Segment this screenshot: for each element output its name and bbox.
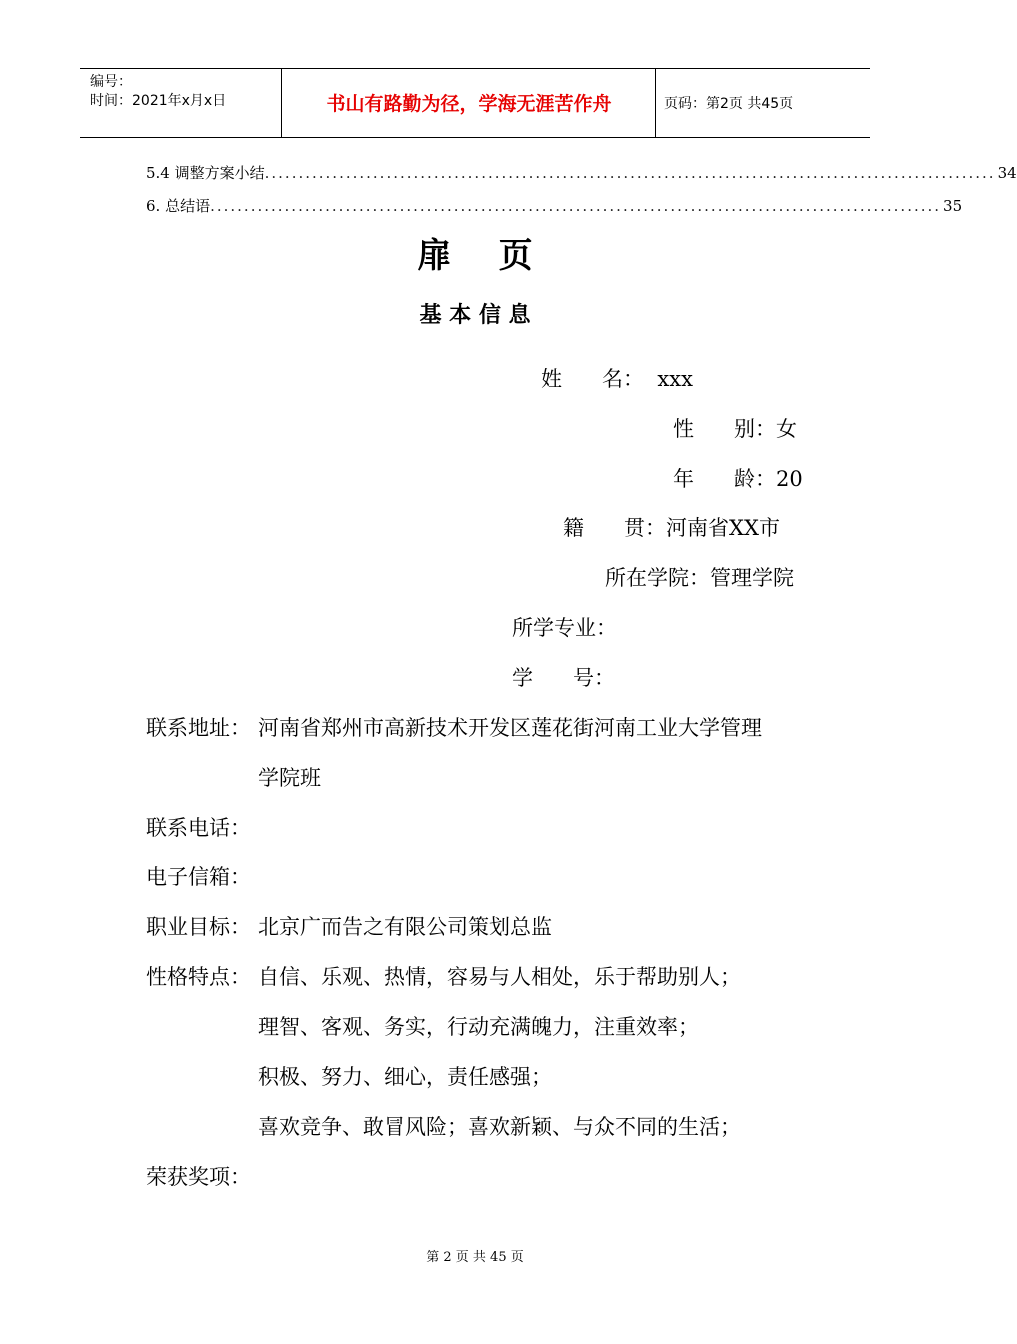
awards-label: 荣获奖项： xyxy=(146,1165,251,1189)
career-value: 北京广而告之有限公司策划总监 xyxy=(258,915,552,939)
toc-page: 34 xyxy=(997,164,1017,182)
student-id-field: 学 号： xyxy=(512,666,616,690)
gender-field: 性 别：女 xyxy=(673,417,798,441)
address-line: 河南省郑州市高新技术开发区莲花街河南工业大学管理 xyxy=(258,716,762,740)
toc-leader-dots: ............................................................................................................ xyxy=(210,197,942,215)
section-subtitle: 基 本 信 息 xyxy=(419,303,531,328)
career-label: 职业目标： xyxy=(146,915,251,939)
phone-label: 联系电话： xyxy=(146,816,251,840)
address-line: 学院班 xyxy=(258,766,321,790)
address-label: 联系地址： xyxy=(146,716,251,740)
header-meta xyxy=(90,73,226,111)
age-field: 年 龄：20 xyxy=(673,467,803,491)
toc-entry[interactable] xyxy=(146,195,963,216)
toc-page: 35 xyxy=(943,197,963,215)
header-motto: 书山有路勤为径，学海无涯苦作舟 xyxy=(326,93,612,115)
personality-label: 性格特点： xyxy=(146,965,251,989)
personality-line: 积极、努力、细心，责任感强； xyxy=(258,1065,552,1089)
name-field: 姓 名： xxx xyxy=(541,367,693,391)
header-time: 时间：2021年x月x日 xyxy=(90,93,227,109)
toc-leader-dots: ............................................................................................................ xyxy=(264,164,996,182)
toc-label: 5.4 调整方案小结 xyxy=(146,164,265,182)
header-page-info: 页码：第2页 共45页 xyxy=(664,96,794,112)
personality-line: 喜欢竞争、敢冒风险；喜欢新颖、与众不同的生活； xyxy=(258,1115,741,1139)
major-field: 所学专业： xyxy=(512,616,617,640)
personality-line: 自信、乐观、热情，容易与人相处，乐于帮助别人； xyxy=(258,965,741,989)
page-title: 扉 页 xyxy=(417,236,533,276)
personality-line: 理智、客观、务实，行动充满魄力，注重效率； xyxy=(258,1015,699,1039)
native-place-field: 籍 贯：河南省XX市 xyxy=(563,516,780,540)
page-header xyxy=(80,68,870,138)
toc-entry[interactable] xyxy=(146,162,1017,183)
email-label: 电子信箱： xyxy=(146,865,251,889)
header-number: 编号： xyxy=(90,74,132,90)
page-footer: 第 2 页 共 45 页 xyxy=(426,1250,524,1265)
toc-label: 6. 总结语 xyxy=(146,197,211,215)
college-field: 所在学院：管理学院 xyxy=(605,566,794,590)
